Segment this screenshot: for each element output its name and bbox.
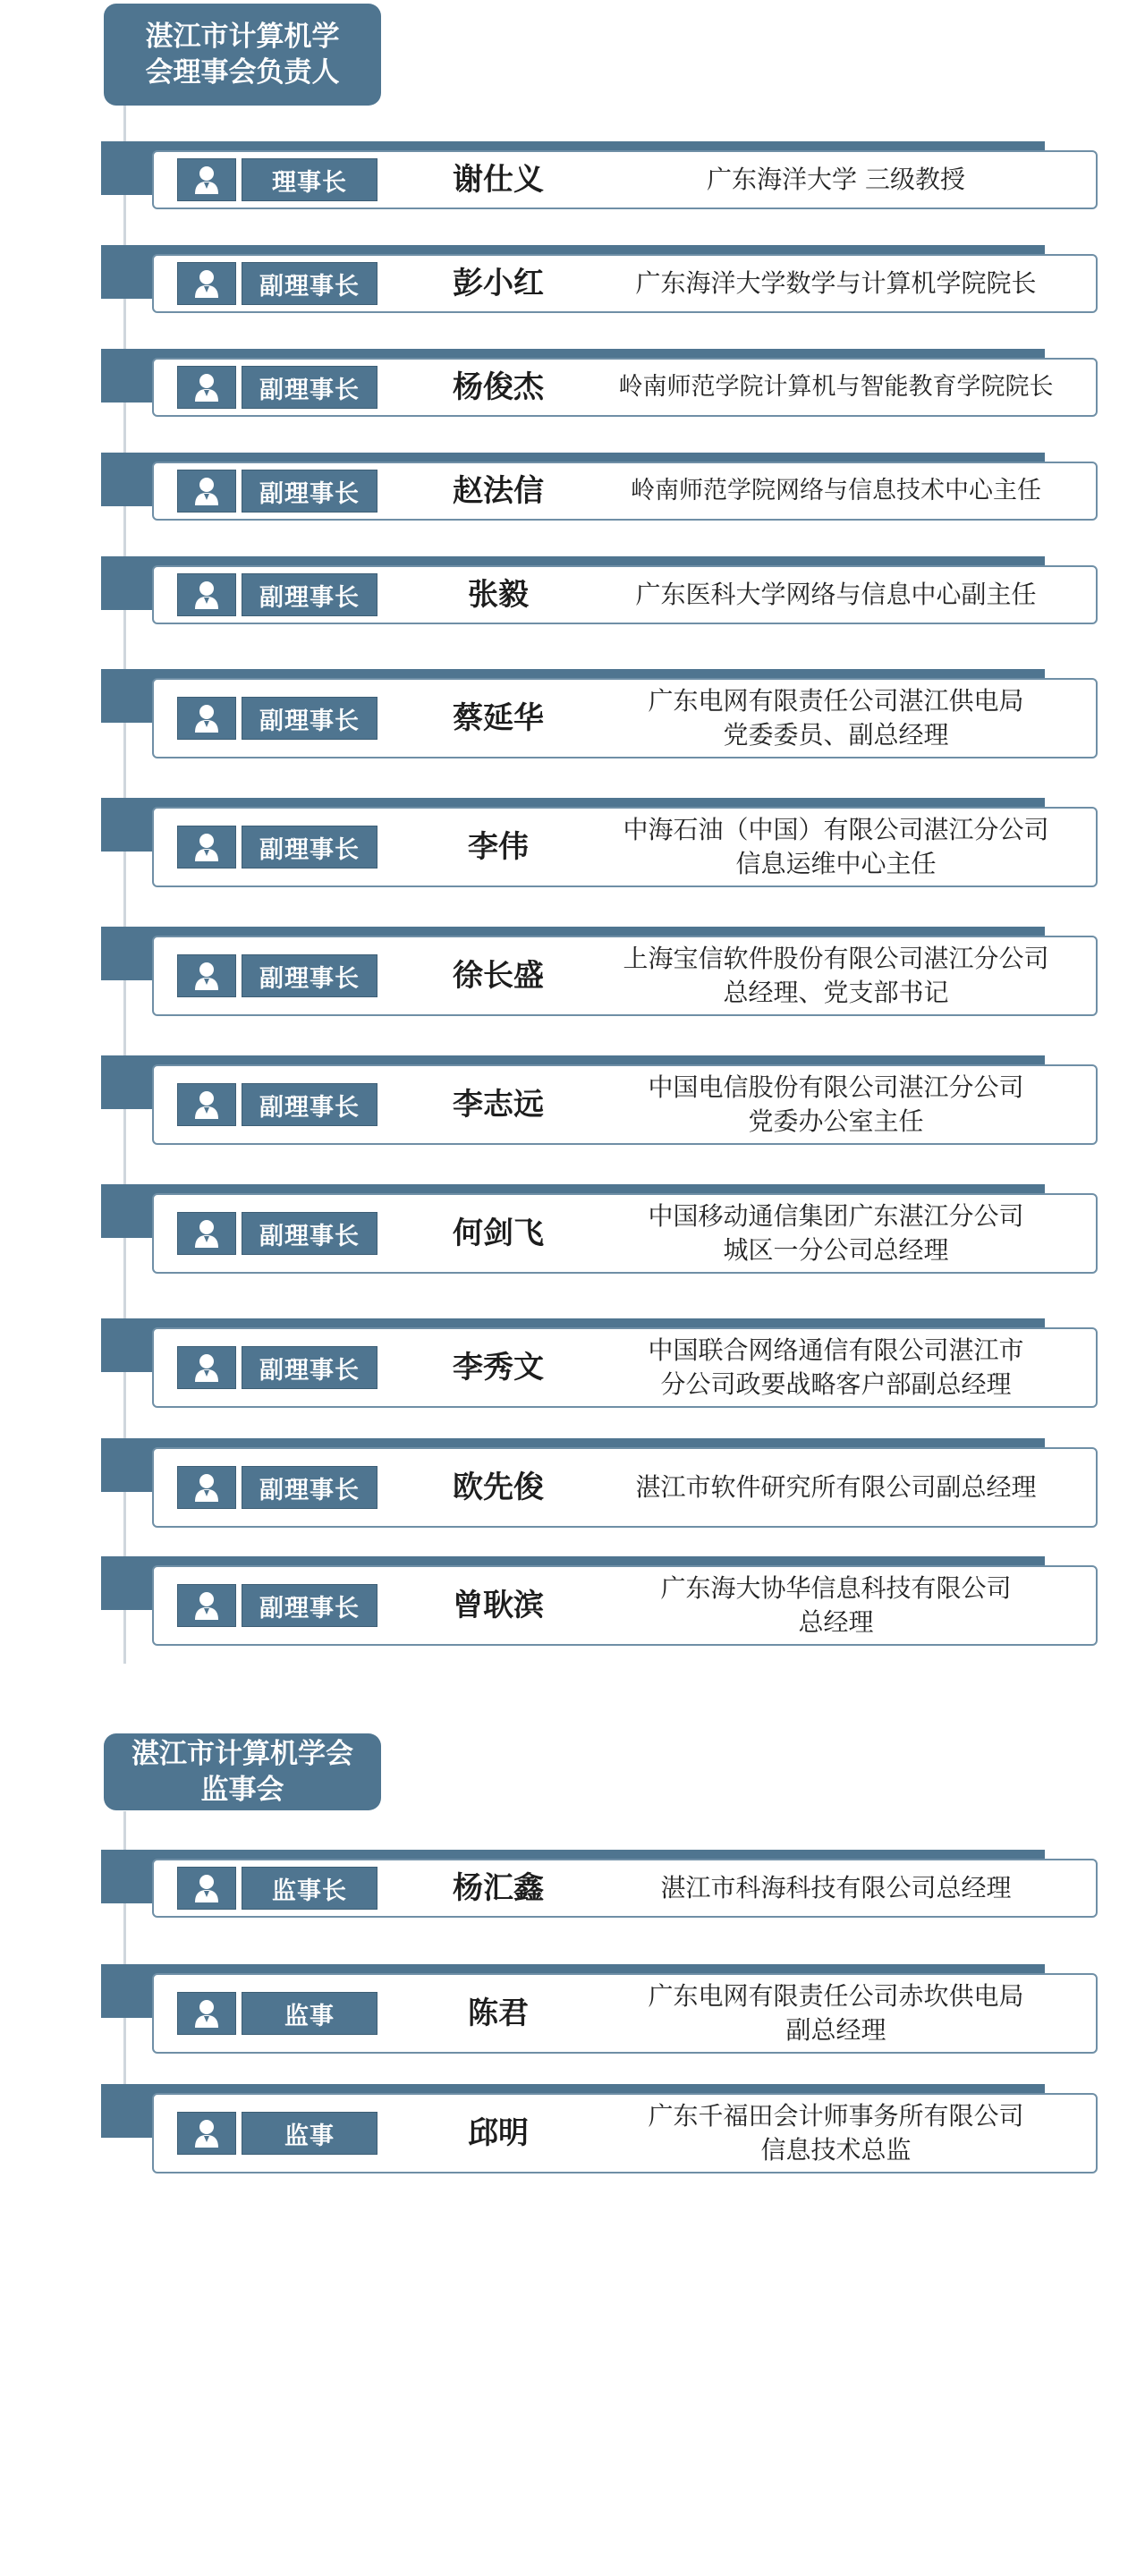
row-tab [101, 349, 157, 402]
person-icon [177, 573, 236, 616]
person-icon [177, 1346, 236, 1389]
member-row [0, 1055, 1145, 1147]
person-icon [177, 697, 236, 740]
row-tab [101, 453, 157, 506]
member-row [0, 669, 1145, 760]
person-icon [177, 1212, 236, 1255]
role-badge: 监事 [242, 2112, 377, 2155]
row-tab [101, 556, 157, 610]
role-badge: 副理事长 [242, 697, 377, 740]
row-tab [101, 927, 157, 980]
member-row [0, 1850, 1145, 1919]
member-row [0, 1184, 1145, 1275]
row-tab [101, 245, 157, 299]
member-name: 蔡延华 [453, 700, 544, 736]
member-row [0, 245, 1145, 315]
member-name: 李秀文 [453, 1350, 544, 1385]
row-tab [101, 1964, 157, 2018]
role-badge: 副理事长 [242, 573, 377, 616]
person-icon [177, 2112, 236, 2155]
member-affiliation: 广东海洋大学 三级教授 [707, 165, 965, 194]
member-card [152, 358, 1098, 417]
member-card [152, 1193, 1098, 1274]
member-name: 彭小红 [453, 266, 544, 301]
member-affiliation: 广东海大协华信息科技有限公司 总经理 [660, 1573, 1012, 1637]
person-icon [177, 1584, 236, 1627]
row-tab [101, 669, 157, 723]
role-badge: 理事长 [242, 158, 377, 201]
member-affiliation: 湛江市科海科技有限公司总经理 [660, 1873, 1012, 1902]
member-affiliation: 湛江市软件研究所有限公司副总经理 [635, 1472, 1037, 1502]
member-affiliation: 中海石油（中国）有限公司湛江分公司 信息运维中心主任 [623, 815, 1049, 878]
member-name: 杨俊杰 [453, 369, 544, 405]
member-card [152, 1447, 1098, 1528]
role-badge: 副理事长 [242, 1584, 377, 1627]
member-name: 陈君 [468, 1996, 529, 2031]
member-affiliation: 广东电网有限责任公司湛江供电局 党委委员、副总经理 [648, 686, 1024, 750]
member-affiliation: 广东千福田会计师事务所有限公司 信息技术总监 [648, 2101, 1024, 2165]
member-affiliation: 广东海洋大学数学与计算机学院院长 [635, 268, 1037, 298]
role-badge: 副理事长 [242, 954, 377, 997]
section-title-board [104, 4, 381, 106]
member-card [152, 462, 1098, 521]
role-badge: 监事长 [242, 1867, 377, 1910]
role-badge: 副理事长 [242, 1083, 377, 1126]
member-affiliation: 中国移动通信集团广东湛江分公司 城区一分公司总经理 [648, 1201, 1024, 1265]
person-icon [177, 1992, 236, 2035]
member-card [152, 678, 1098, 758]
member-name: 张毅 [468, 577, 529, 613]
section-title-supervisors [104, 1733, 381, 1810]
person-icon [177, 826, 236, 869]
person-icon [177, 1083, 236, 1126]
member-card [152, 1973, 1098, 2054]
member-affiliation: 广东电网有限责任公司赤坎供电局 副总经理 [648, 1981, 1024, 2045]
member-affiliation: 岭南师范学院计算机与智能教育学院院长 [618, 373, 1054, 401]
person-icon [177, 158, 236, 201]
member-name: 曾耿滨 [453, 1588, 544, 1623]
role-badge: 副理事长 [242, 1212, 377, 1255]
person-icon [177, 470, 236, 513]
member-card [152, 254, 1098, 313]
member-row [0, 1318, 1145, 1410]
role-badge: 副理事长 [242, 1346, 377, 1389]
member-card [152, 1064, 1098, 1145]
member-name: 邱明 [468, 2115, 529, 2151]
member-affiliation: 广东医科大学网络与信息中心副主任 [635, 580, 1037, 609]
person-icon [177, 366, 236, 409]
member-row [0, 927, 1145, 1018]
member-row [0, 556, 1145, 626]
member-card [152, 807, 1098, 887]
person-icon [177, 262, 236, 305]
member-row [0, 1438, 1145, 1530]
row-tab [101, 1850, 157, 1903]
member-affiliation: 岭南师范学院网络与信息技术中心主任 [631, 477, 1041, 504]
member-card [152, 936, 1098, 1016]
person-icon [177, 954, 236, 997]
row-tab [101, 798, 157, 852]
member-affiliation: 中国电信股份有限公司湛江分公司 党委办公室主任 [648, 1072, 1024, 1136]
member-card [152, 565, 1098, 624]
row-tab [101, 1318, 157, 1372]
member-name: 杨汇鑫 [453, 1870, 544, 1906]
role-badge: 副理事长 [242, 262, 377, 305]
member-card [152, 1565, 1098, 1646]
role-badge: 副理事长 [242, 1466, 377, 1509]
row-tab [101, 1438, 157, 1492]
member-name: 李伟 [468, 829, 529, 865]
section-title-text: 湛江市计算机学会 监事会 [131, 1738, 353, 1806]
role-badge: 副理事长 [242, 826, 377, 869]
member-row [0, 349, 1145, 419]
member-card [152, 1859, 1098, 1918]
member-name: 赵法信 [453, 473, 544, 509]
row-tab [101, 141, 157, 195]
member-card [152, 2093, 1098, 2174]
member-name: 谢仕义 [453, 162, 544, 198]
role-badge: 监事 [242, 1992, 377, 2035]
person-icon [177, 1867, 236, 1910]
member-row [0, 2084, 1145, 2175]
row-tab [101, 2084, 157, 2138]
member-row [0, 141, 1145, 211]
row-tab [101, 1556, 157, 1610]
member-row [0, 798, 1145, 889]
member-affiliation: 中国联合网络通信有限公司湛江市 分公司政要战略客户部副总经理 [648, 1335, 1024, 1399]
member-card [152, 1327, 1098, 1408]
section-title-text: 湛江市计算机学 会理事会负责人 [145, 21, 340, 89]
member-row [0, 1964, 1145, 2055]
row-tab [101, 1055, 157, 1109]
member-name: 徐长盛 [453, 958, 544, 994]
role-badge: 副理事长 [242, 470, 377, 513]
member-row [0, 1556, 1145, 1648]
person-icon [177, 1466, 236, 1509]
member-name: 欧先俊 [453, 1470, 544, 1505]
member-row [0, 453, 1145, 522]
member-name: 何剑飞 [453, 1216, 544, 1251]
row-tab [101, 1184, 157, 1238]
member-affiliation: 上海宝信软件股份有限公司湛江分公司 总经理、党支部书记 [623, 944, 1049, 1007]
role-badge: 副理事长 [242, 366, 377, 409]
member-card [152, 150, 1098, 209]
member-name: 李志远 [453, 1087, 544, 1123]
